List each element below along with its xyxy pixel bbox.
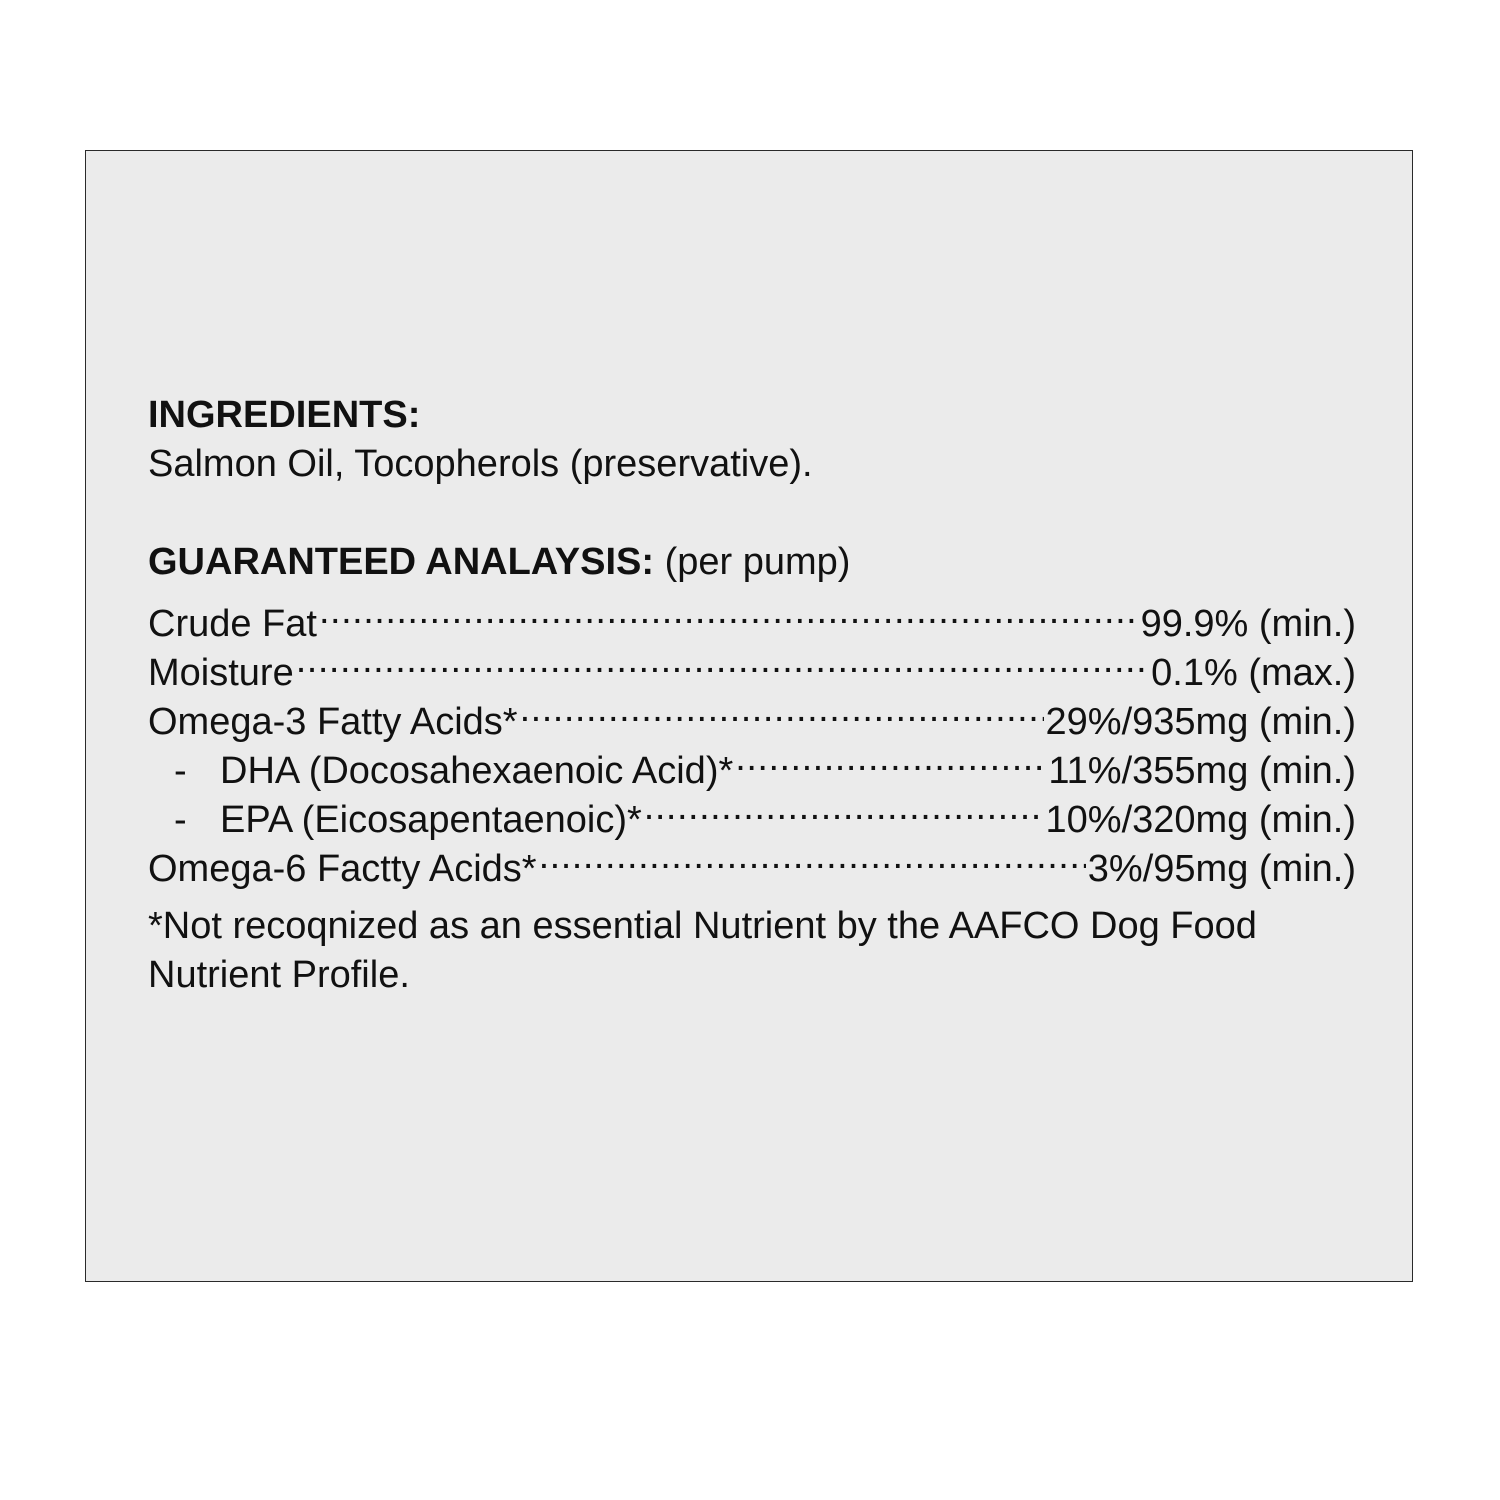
footnote: *Not recoqnized as an essential Nutrient by the AAFCO Dog Food Nutrient Profile. [148,905,1257,996]
nutrient-name: Omega-3 Fatty Acids* [148,701,518,743]
label-content [148,391,1356,1000]
nutrient-value: 10%/320mg (min.) [1045,799,1356,841]
nutrient-name: Omega-6 Factty Acids* [148,848,537,890]
ingredients-heading: INGREDIENTS: [148,394,421,436]
dot-leader [644,783,1044,832]
analysis-note: (per pump) [664,541,851,583]
nutrient-value: 3%/95mg (min.) [1087,848,1356,890]
dot-leader [296,636,1149,685]
label-panel [85,150,1413,1282]
ingredients-text: Salmon Oil, Tocopherols (preservative). [148,443,813,485]
analysis-heading-line [148,538,1356,587]
analysis-heading: GUARANTEED ANALAYSIS: [148,541,655,583]
analysis-row-crude-fat [148,587,1356,645]
nutrient-value: 0.1% (max.) [1151,652,1356,694]
nutrient-value: 99.9% (min.) [1140,603,1356,645]
nutrient-name: Moisture [148,652,294,694]
nutrient-value: 11%/355mg (min.) [1048,750,1356,792]
nutrient-name: EPA (Eicosapentaenoic)* [220,799,642,841]
sub-item-dash: - [174,799,187,841]
dot-leader [520,685,1044,734]
nutrient-name: DHA (Docosahexaenoic Acid)* [220,750,734,792]
dot-leader [539,832,1086,881]
nutrient-value: 29%/935mg (min.) [1045,701,1356,743]
sub-item-dash: - [174,750,187,792]
dot-leader [319,587,1139,636]
dot-leader [735,734,1046,783]
nutrient-name: Crude Fat [148,603,317,645]
